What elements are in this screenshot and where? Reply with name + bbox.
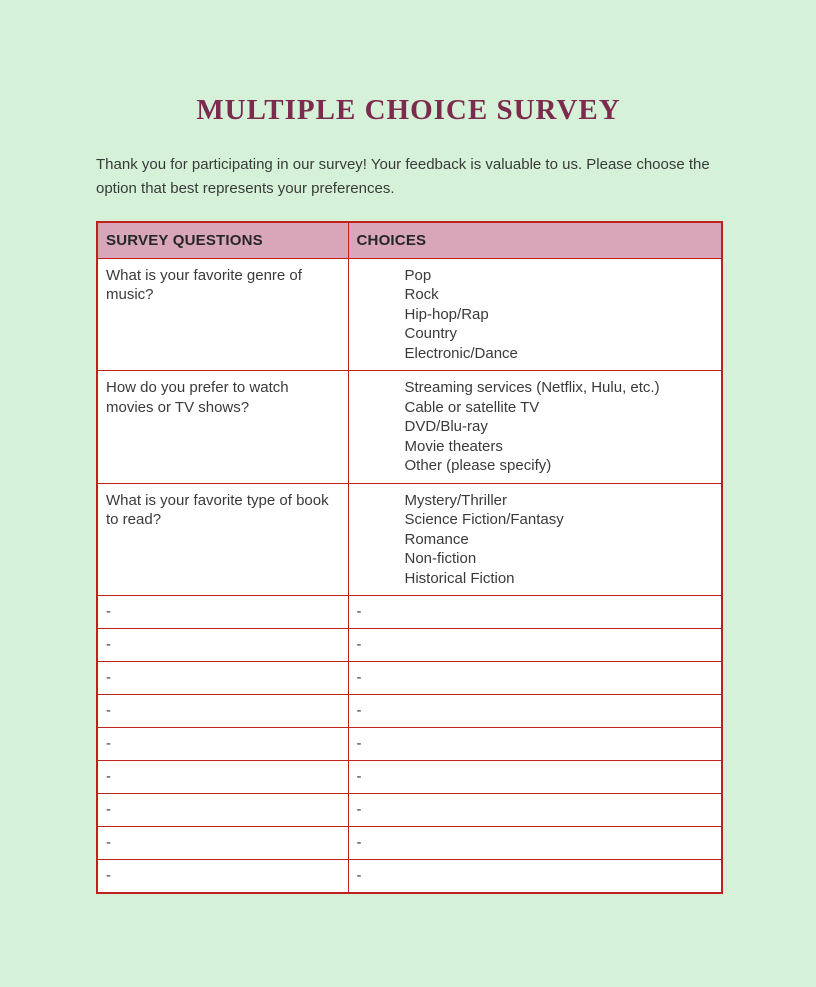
choice-item: Other (please specify)	[404, 457, 552, 474]
choices-cell	[348, 371, 722, 484]
empty-choices-cell: -	[348, 596, 722, 629]
choice-item: Hip-hop/Rap	[404, 305, 489, 323]
survey-table	[96, 221, 723, 894]
choices-list	[357, 378, 714, 476]
table-row	[97, 258, 722, 371]
empty-table-row	[97, 596, 722, 629]
empty-choices-cell: -	[348, 662, 722, 695]
empty-table-row	[97, 695, 722, 728]
table-row	[97, 483, 722, 596]
table-header-row	[97, 222, 722, 258]
choice-item: Country	[404, 325, 458, 342]
empty-choices-cell: -	[348, 629, 722, 662]
empty-table-row	[97, 860, 722, 893]
empty-table-row	[97, 827, 722, 860]
question-cell: How do you prefer to watch movies or TV shows?	[97, 371, 348, 484]
choices-cell	[348, 483, 722, 596]
empty-choices-cell: -	[348, 695, 722, 728]
choice-item: Movie theaters	[404, 437, 503, 455]
empty-choices-cell: -	[348, 794, 722, 827]
document-page	[96, 0, 721, 894]
empty-table-row	[97, 662, 722, 695]
choices-list	[357, 266, 714, 364]
empty-question-cell: -	[97, 860, 348, 893]
empty-table-row	[97, 794, 722, 827]
column-header-questions: SURVEY QUESTIONS	[97, 222, 348, 258]
empty-table-row	[97, 728, 722, 761]
choice-item: Streaming services (Netflix, Hulu, etc.)	[404, 379, 660, 396]
question-cell: What is your favorite genre of music?	[97, 258, 348, 371]
choice-item: Mystery/Thriller	[404, 491, 508, 509]
empty-question-cell: -	[97, 827, 348, 860]
empty-table-row	[97, 761, 722, 794]
choices-list	[357, 491, 714, 589]
intro-text: Thank you for participating in our survey! Your feedback is valuable to us. Please choose the option that best represents your preferences.	[96, 156, 710, 197]
choice-item: Cable or satellite TV	[404, 398, 540, 416]
empty-choices-cell: -	[348, 860, 722, 893]
question-cell: What is your favorite type of book to read?	[97, 483, 348, 596]
empty-choices-cell: -	[348, 761, 722, 794]
empty-question-cell: -	[97, 629, 348, 662]
choice-item: Romance	[404, 530, 469, 548]
empty-question-cell: -	[97, 662, 348, 695]
empty-question-cell: -	[97, 596, 348, 629]
empty-question-cell: -	[97, 761, 348, 794]
choice-item: DVD/Blu-ray	[404, 418, 488, 435]
choice-item: Rock	[404, 286, 439, 303]
empty-question-cell: -	[97, 794, 348, 827]
empty-question-cell: -	[97, 728, 348, 761]
table-row	[97, 371, 722, 484]
choice-item: Electronic/Dance	[404, 344, 518, 362]
choice-item: Science Fiction/Fantasy	[404, 511, 564, 528]
choice-item: Historical Fiction	[404, 569, 515, 587]
choice-item: Non-fiction	[404, 550, 477, 567]
column-header-choices: CHOICES	[348, 222, 722, 258]
empty-choices-cell: -	[348, 728, 722, 761]
page-title: MULTIPLE CHOICE SURVEY	[196, 94, 621, 126]
empty-table-row	[97, 629, 722, 662]
choice-item: Pop	[404, 266, 432, 284]
empty-choices-cell: -	[348, 827, 722, 860]
empty-question-cell: -	[97, 695, 348, 728]
choices-cell	[348, 258, 722, 371]
